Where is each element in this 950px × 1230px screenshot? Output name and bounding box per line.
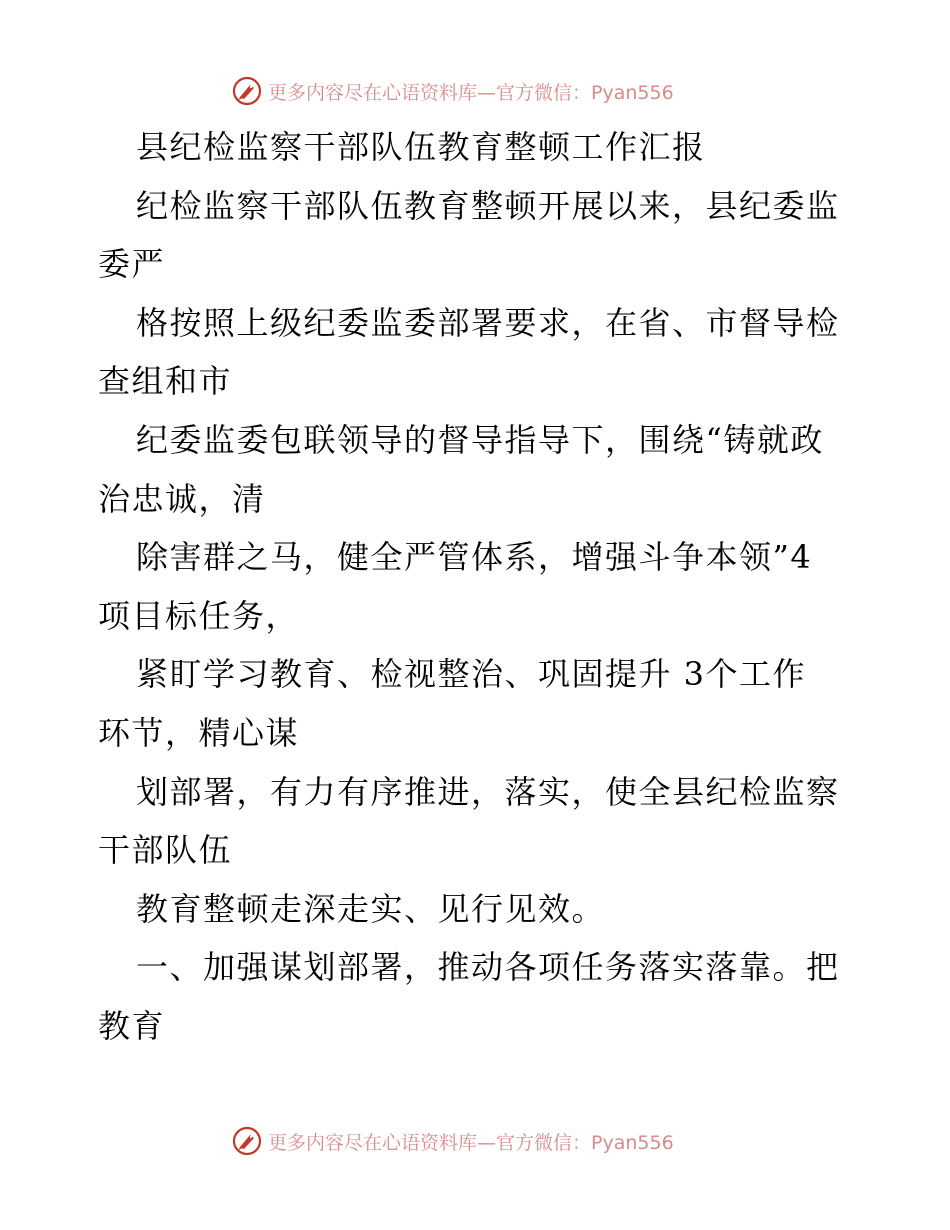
paragraph-line: 格按照上级纪委监委部署要求，在省、市督导检 — [136, 303, 840, 342]
paragraph-line: 划部署，有力有序推进，落实，使全县纪检监察 — [136, 772, 840, 811]
document-body — [98, 118, 858, 1056]
paragraph-line: 除害群之马，健全严管体系，增强斗争本领”4 — [136, 538, 813, 577]
paragraph-line: 环节，精心谋 — [98, 713, 300, 752]
paragraph-line: 委严 — [98, 245, 166, 284]
paragraph-line: 治忠诚，清 — [98, 479, 266, 518]
paragraph-line: 项目标任务， — [98, 596, 300, 635]
paragraph-line: 查组和市 — [98, 362, 233, 401]
paragraph-line: 干部队伍 — [98, 831, 233, 870]
paragraph-line: 纪委监委包联领导的督导指导下，围绕“铸就政 — [136, 420, 824, 459]
paragraph-line: 教育整顿走深走实、见行见效。 — [136, 889, 606, 928]
header-banner — [232, 74, 674, 108]
pen-nib-logo-icon — [232, 76, 262, 106]
section-heading-line: 一、加强谋划部署，推动各项任务落实落靠。把 — [136, 948, 840, 987]
pen-nib-logo-icon — [232, 1126, 262, 1156]
header-banner-text: 更多内容尽在心语资料库—官方微信：Pyan556 — [268, 81, 674, 104]
paragraph-line: 纪检监察干部队伍教育整顿开展以来，县纪委监 — [136, 186, 840, 225]
footer-banner — [232, 1124, 674, 1158]
paragraph-line: 教育 — [98, 1006, 166, 1045]
footer-banner-text: 更多内容尽在心语资料库—官方微信：Pyan556 — [268, 1131, 674, 1154]
paragraph-line: 紧盯学习教育、检视整治、巩固提升 3个工作 — [136, 655, 807, 694]
document-title: 县纪检监察干部队伍教育整顿工作汇报 — [136, 128, 706, 166]
